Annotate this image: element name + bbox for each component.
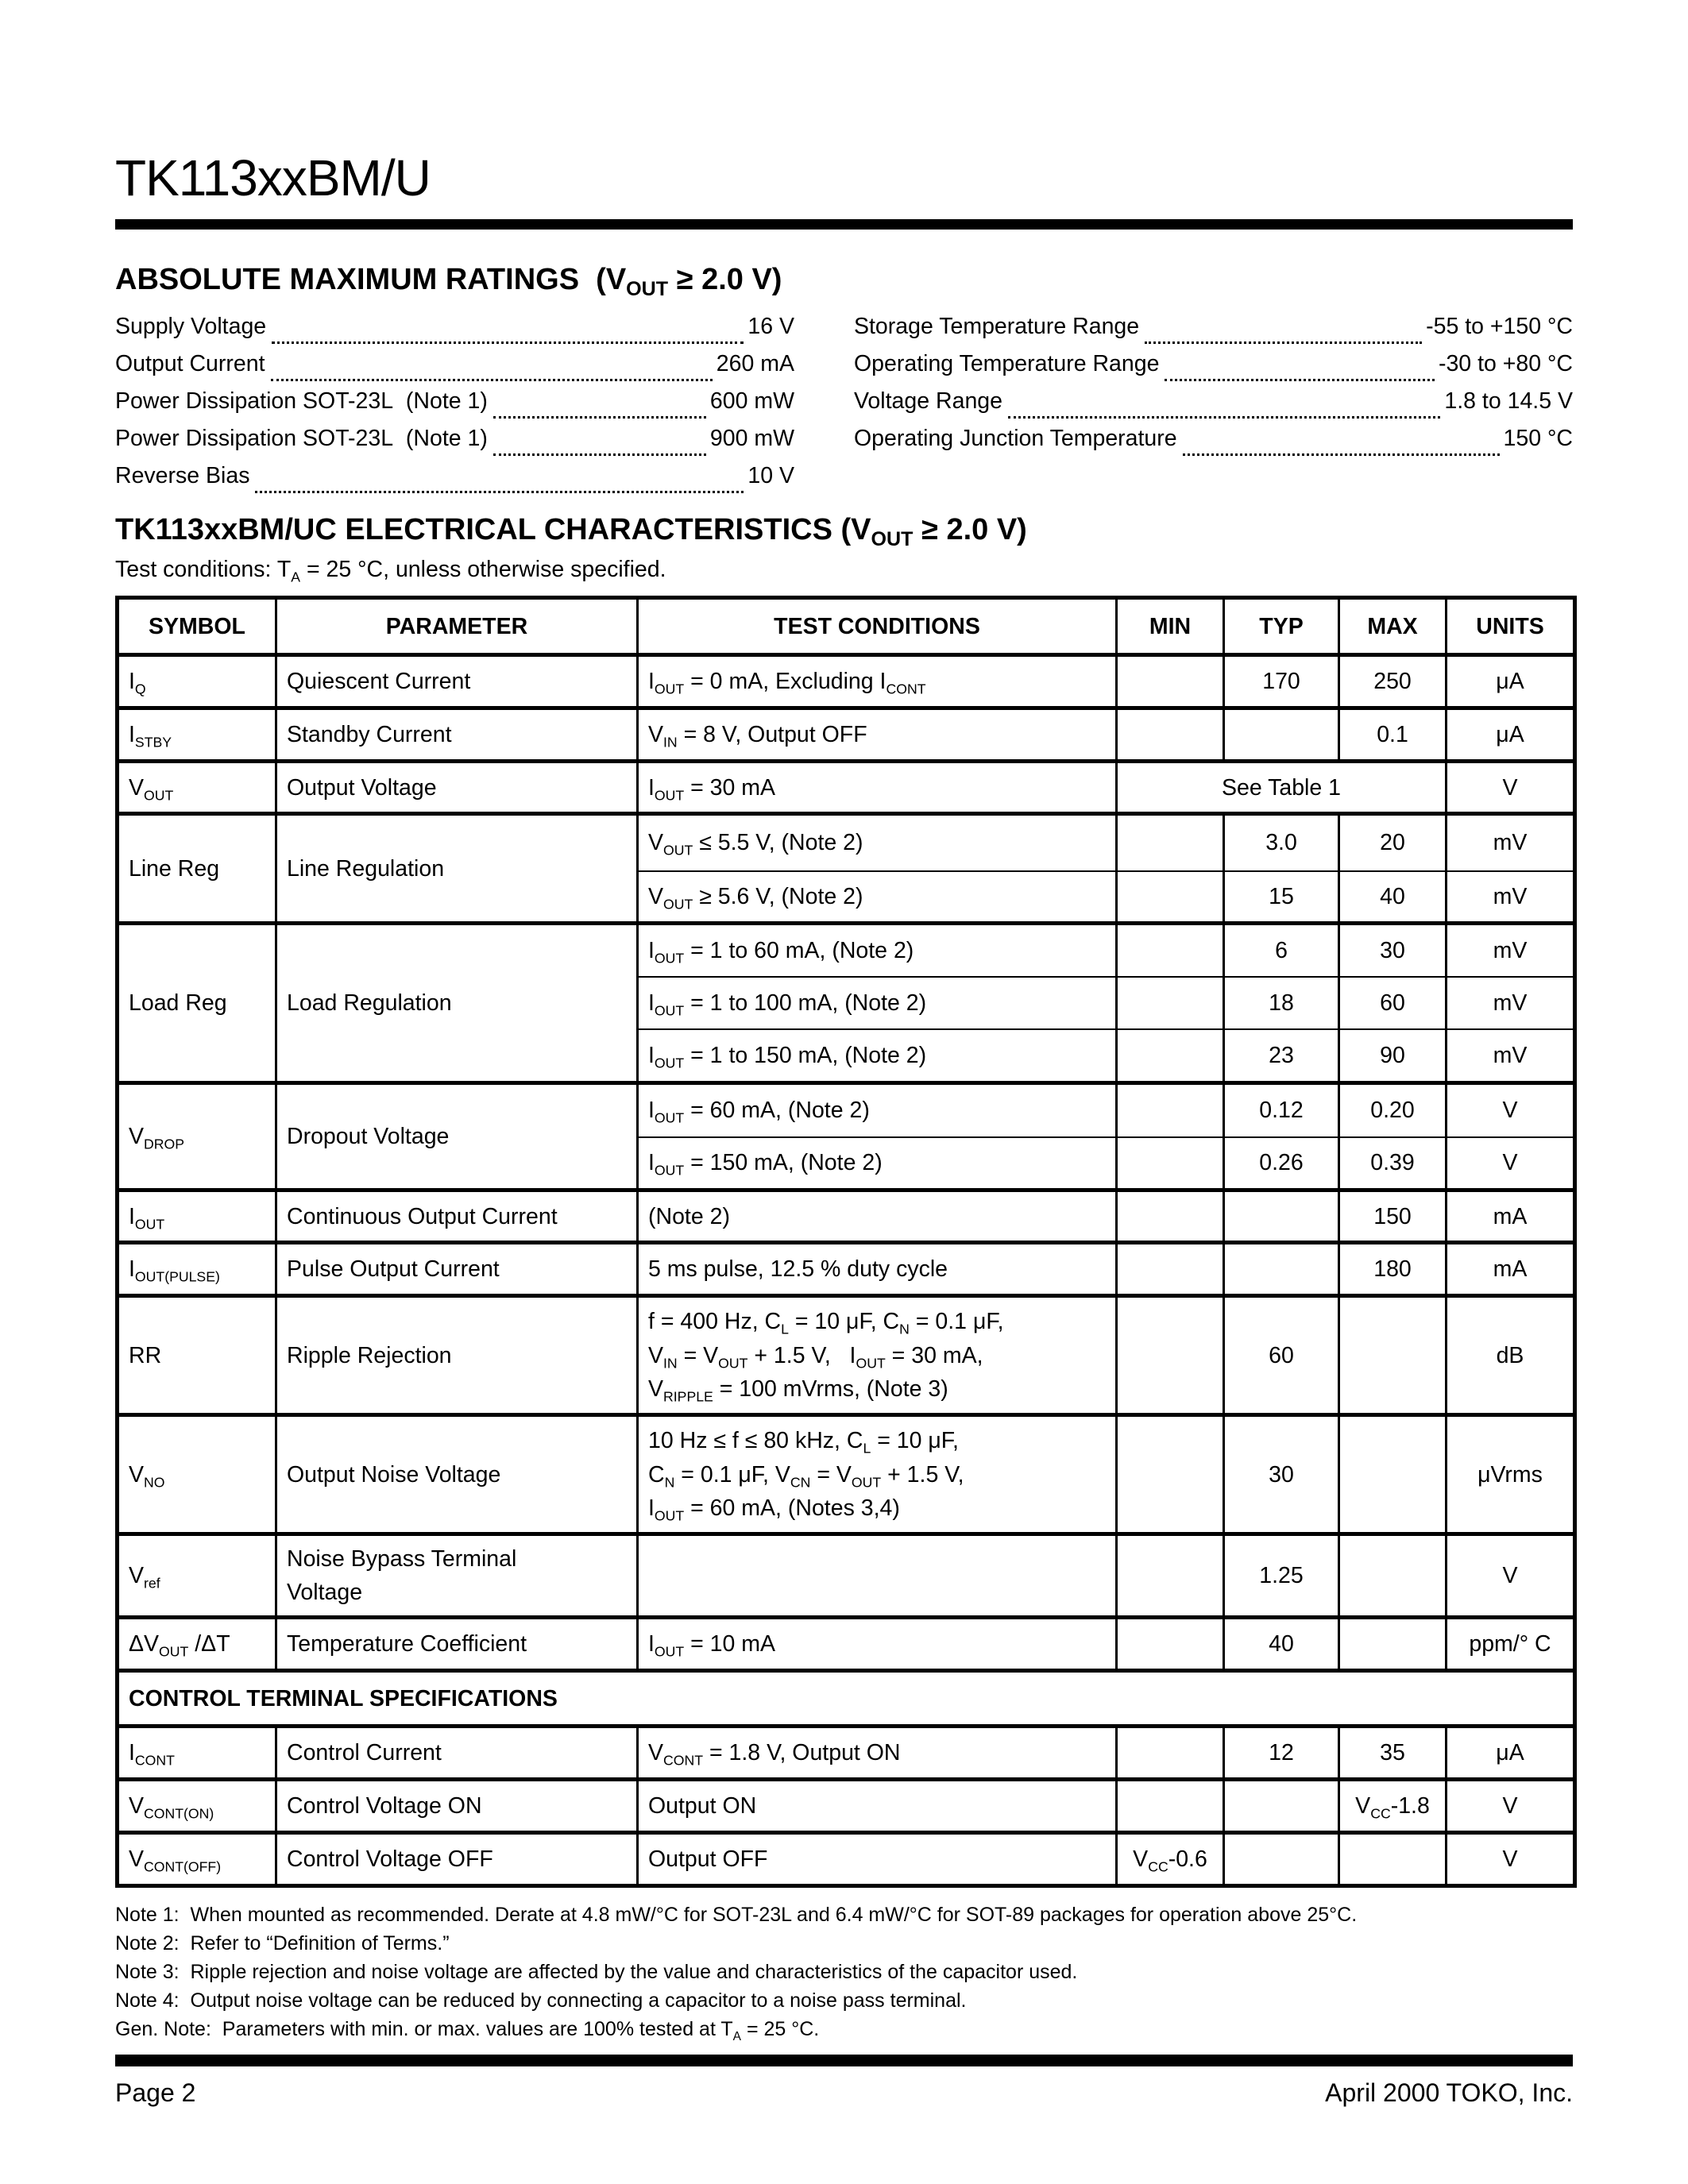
table-cell: $V_{OUT} \le 5.5$ V, (Note 2) — [638, 814, 1117, 871]
table-cell: mV — [1447, 1029, 1575, 1083]
table-cell: Dropout Voltage — [276, 1083, 638, 1190]
rating-value: 150 °C — [1503, 425, 1573, 451]
table-row — [118, 1727, 1575, 1780]
table-cell — [1117, 1618, 1224, 1671]
table-cell: $V_{CONT(OFF)}$ — [118, 1833, 276, 1886]
rating-label: Supply Voltage — [115, 313, 267, 339]
page-content — [115, 0, 1573, 2108]
table-cell — [638, 1534, 1117, 1618]
rating-label: Power Dissipation SOT-23L (Note 1) — [115, 425, 488, 451]
table-cell: $I_{OUT(PULSE)}$ — [118, 1243, 276, 1296]
table-cell: 3.0 — [1224, 814, 1339, 871]
rating-label: Operating Junction Temperature — [854, 425, 1177, 451]
table-cell: 12 — [1224, 1727, 1339, 1780]
table-cell: μA — [1447, 655, 1575, 708]
table-cell: V — [1447, 1137, 1575, 1190]
table-cell: 60 — [1224, 1296, 1339, 1415]
table-cell: μA — [1447, 708, 1575, 762]
title-rule — [115, 219, 1573, 230]
table-cell — [1117, 655, 1224, 708]
table-cell: Output OFF — [638, 1833, 1117, 1886]
table-row — [118, 1083, 1575, 1137]
footer-page-number: Page 2 — [115, 2078, 196, 2108]
table-cell — [1224, 1190, 1339, 1243]
rating-row — [854, 351, 1573, 388]
table-cell — [1117, 1083, 1224, 1137]
table-row — [118, 1190, 1575, 1243]
table-cell: Ripple Rejection — [276, 1296, 638, 1415]
dotted-leader — [255, 491, 744, 493]
column-header: PARAMETER — [276, 598, 638, 655]
table-cell — [1224, 1833, 1339, 1886]
column-header: MIN — [1117, 598, 1224, 655]
table-cell: $V_{OUT}$ — [118, 762, 276, 814]
table-cell — [1117, 1137, 1224, 1190]
table-cell — [1224, 1780, 1339, 1833]
table-row — [118, 708, 1575, 762]
table-cell — [1117, 1727, 1224, 1780]
table-cell: $I_Q$ — [118, 655, 276, 708]
abs-max-ratings-right-column — [854, 314, 1573, 500]
abs-max-ratings — [115, 314, 1573, 500]
table-row — [118, 762, 1575, 814]
table-row — [118, 924, 1575, 977]
table-cell — [1339, 1415, 1447, 1534]
table-cell — [1117, 708, 1224, 762]
rating-label: Storage Temperature Range — [854, 313, 1140, 339]
rating-row — [115, 388, 794, 426]
table-cell: Output Noise Voltage — [276, 1415, 638, 1534]
table-cell: 180 — [1339, 1243, 1447, 1296]
rating-label: Output Current — [115, 350, 265, 376]
table-cell: $V_{CC}-1.8$ — [1339, 1780, 1447, 1833]
table-cell — [1117, 977, 1224, 1029]
section-title-cell: CONTROL TERMINAL SPECIFICATIONS — [118, 1671, 1575, 1727]
table-cell: 150 — [1339, 1190, 1447, 1243]
table-cell: $I_{OUT} = 60$ mA, (Note 2) — [638, 1083, 1117, 1137]
table-cell: 0.26 — [1224, 1137, 1339, 1190]
table-cell: 15 — [1224, 871, 1339, 924]
rating-value: -55 to +150 °C — [1426, 313, 1573, 339]
rating-row — [115, 426, 794, 463]
table-cell: Output ON — [638, 1780, 1117, 1833]
table-cell — [1117, 924, 1224, 977]
table-cell: V — [1447, 762, 1575, 814]
table-cell: V — [1447, 1833, 1575, 1886]
test-conditions-line: Test conditions: $T_A = 25$ °C, unless otherwise specified. — [115, 557, 666, 586]
table-cell: $V_{OUT} \ge 5.6$ V, (Note 2) — [638, 871, 1117, 924]
table-cell: 40 — [1224, 1618, 1339, 1671]
rating-value: 10 V — [747, 462, 794, 488]
table-row — [118, 1243, 1575, 1296]
table-cell: Control Voltage ON — [276, 1780, 638, 1833]
table-cell: μA — [1447, 1727, 1575, 1780]
table-cell: Temperature Coefficient — [276, 1618, 638, 1671]
table-cell: $I_{OUT}$ — [118, 1190, 276, 1243]
electrical-characteristics-table — [115, 596, 1577, 1888]
table-cell: 90 — [1339, 1029, 1447, 1083]
table-row — [118, 814, 1575, 871]
table-cell: μVrms — [1447, 1415, 1575, 1534]
table-cell: f = 400 Hz, $C_L = 10$ μF, $C_N = 0.1$ μF, $V_{IN} = V_{OUT} + 1.5$ V, $I_{OUT} = 30$ mA, $V_{RIPPLE} = 100$ mVrms, (Note 3) — [638, 1296, 1117, 1415]
table-section-row — [118, 1671, 1575, 1727]
table-cell: Output Voltage — [276, 762, 638, 814]
table-cell: Noise Bypass Terminal Voltage — [276, 1534, 638, 1618]
rating-value: 260 mA — [716, 350, 794, 376]
table-cell: V — [1447, 1534, 1575, 1618]
table-cell — [1117, 1296, 1224, 1415]
table-cell — [1339, 1534, 1447, 1618]
table-cell: $I_{OUT} = 1$ to 100 mA, (Note 2) — [638, 977, 1117, 1029]
table-cell: 0.20 — [1339, 1083, 1447, 1137]
rating-row — [854, 426, 1573, 463]
note-line: Note 2: Refer to “Definition of Terms.” — [115, 1932, 450, 1955]
table-cell: 0.1 — [1339, 708, 1447, 762]
column-header: SYMBOL — [118, 598, 276, 655]
table-cell: Control Current — [276, 1727, 638, 1780]
column-header: MAX — [1339, 598, 1447, 655]
rating-row — [854, 388, 1573, 426]
table-cell: 0.39 — [1339, 1137, 1447, 1190]
table-cell: $V_{ref}$ — [118, 1534, 276, 1618]
table-row — [118, 1833, 1575, 1886]
table-cell: $I_{OUT} = 1$ to 150 mA, (Note 2) — [638, 1029, 1117, 1083]
table-cell: $I_{OUT} = 150$ mA, (Note 2) — [638, 1137, 1117, 1190]
table-cell: $V_{IN} = 8$ V, Output OFF — [638, 708, 1117, 762]
table-cell: Line Regulation — [276, 814, 638, 924]
notes-block — [115, 1900, 1573, 2043]
rating-value: 16 V — [747, 313, 794, 339]
dotted-leader — [1008, 416, 1440, 419]
table-cell: mV — [1447, 814, 1575, 871]
page-title: TK113xxBM/U — [115, 149, 431, 206]
dotted-leader — [1145, 341, 1422, 344]
table-cell — [1117, 1415, 1224, 1534]
table-cell — [1117, 1534, 1224, 1618]
rating-label: Voltage Range — [854, 388, 1002, 414]
table-cell: $\Delta V_{OUT}$ /ΔT — [118, 1618, 276, 1671]
table-cell — [1224, 1243, 1339, 1296]
table-cell: dB — [1447, 1296, 1575, 1415]
rating-row — [115, 463, 794, 500]
table-cell — [1117, 1243, 1224, 1296]
footer-company-date: April 2000 TOKO, Inc. — [1325, 2078, 1573, 2108]
table-cell: 30 — [1339, 924, 1447, 977]
page-footer — [115, 2078, 1573, 2108]
table-cell: 10 Hz ≤ f ≤ 80 kHz, $C_L = 10$ μF, $C_N = 0.1$ μF, $V_{CN} = V_{OUT} + 1.5$ V, $I_{OUT} = 60$ mA, (Notes 3,4) — [638, 1415, 1117, 1534]
table-cell: Load Regulation — [276, 924, 638, 1083]
rating-label: Reverse Bias — [115, 462, 250, 488]
table-row — [118, 655, 1575, 708]
table-cell — [1339, 1618, 1447, 1671]
table-cell: Line Reg — [118, 814, 276, 924]
table-cell: $V_{CC}-0.6$ — [1117, 1833, 1224, 1886]
table-cell: $I_{CONT}$ — [118, 1727, 276, 1780]
table-cell: mA — [1447, 1190, 1575, 1243]
rating-row — [115, 351, 794, 388]
table-cell: $I_{STBY}$ — [118, 708, 276, 762]
table-cell: $V_{CONT} = 1.8$ V, Output ON — [638, 1727, 1117, 1780]
table-cell: $I_{OUT} = 10$ mA — [638, 1618, 1117, 1671]
table-cell: Quiescent Current — [276, 655, 638, 708]
table-cell: ppm/° C — [1447, 1618, 1575, 1671]
table-row — [118, 1780, 1575, 1833]
note-line: Note 4: Output noise voltage can be reduced by connecting a capacitor to a noise pass terminal. — [115, 1989, 967, 2012]
table-cell — [1339, 1296, 1447, 1415]
table-cell: 30 — [1224, 1415, 1339, 1534]
rating-value: 600 mW — [709, 388, 794, 414]
rating-row — [854, 314, 1573, 351]
rating-label: Operating Temperature Range — [854, 350, 1160, 376]
dotted-leader — [493, 416, 706, 419]
abs-max-ratings-left-column — [115, 314, 794, 500]
table-cell: mV — [1447, 871, 1575, 924]
dotted-leader — [493, 453, 706, 456]
table-cell — [1117, 1190, 1224, 1243]
table-cell: $I_{OUT} = 1$ to 60 mA, (Note 2) — [638, 924, 1117, 977]
table-cell: 250 — [1339, 655, 1447, 708]
table-cell: 20 — [1339, 814, 1447, 871]
table-cell: $I_{OUT} = 0$ mA, Excluding $I_{CONT}$ — [638, 655, 1117, 708]
table-cell: Load Reg — [118, 924, 276, 1083]
abs-max-heading: ABSOLUTE MAXIMUM RATINGS ($V_{OUT} \ge 2.0$ V) — [115, 263, 782, 301]
rating-value: 900 mW — [709, 425, 794, 451]
table-cell: V — [1447, 1780, 1575, 1833]
rating-value: 1.8 to 14.5 V — [1444, 388, 1573, 414]
table-cell: 6 — [1224, 924, 1339, 977]
table-cell: $V_{CONT(ON)}$ — [118, 1780, 276, 1833]
table-cell: mA — [1447, 1243, 1575, 1296]
table-cell: mV — [1447, 977, 1575, 1029]
column-header: TEST CONDITIONS — [638, 598, 1117, 655]
table-cell — [1117, 871, 1224, 924]
note-line: Gen. Note: Parameters with min. or max. values are 100% tested at $T_A = 25$ °C. — [115, 2018, 820, 2044]
rating-row — [115, 314, 794, 351]
table-cell: 18 — [1224, 977, 1339, 1029]
table-row — [118, 1296, 1575, 1415]
note-line: Note 3: Ripple rejection and noise voltage are affected by the value and characteristics of the capacitor used. — [115, 1961, 1078, 1984]
table-cell: 23 — [1224, 1029, 1339, 1083]
table-header-row — [118, 598, 1575, 655]
table-cell: 170 — [1224, 655, 1339, 708]
table-cell: Continuous Output Current — [276, 1190, 638, 1243]
table-cell — [1117, 1029, 1224, 1083]
table-row — [118, 1534, 1575, 1618]
column-header: UNITS — [1447, 598, 1575, 655]
table-cell: 40 — [1339, 871, 1447, 924]
table-cell — [1339, 1833, 1447, 1886]
table-cell: 60 — [1339, 977, 1447, 1029]
table-row — [118, 1415, 1575, 1534]
table-cell: Standby Current — [276, 708, 638, 762]
table-cell: $V_{DROP}$ — [118, 1083, 276, 1190]
table-cell: $I_{OUT} = 30$ mA — [638, 762, 1117, 814]
table-cell: See Table 1 — [1117, 762, 1447, 814]
table-cell: (Note 2) — [638, 1190, 1117, 1243]
table-cell: V — [1447, 1083, 1575, 1137]
note-line: Note 1: When mounted as recommended. Derate at 4.8 mW/°C for SOT-23L and 6.4 mW/°C for SOT-89 packages for operation above 25°C. — [115, 1904, 1358, 1927]
table-cell: 5 ms pulse, 12.5 % duty cycle — [638, 1243, 1117, 1296]
table-cell: mV — [1447, 924, 1575, 977]
table-cell: 35 — [1339, 1727, 1447, 1780]
rating-label: Power Dissipation SOT-23L (Note 1) — [115, 388, 488, 414]
footer-rule — [115, 2055, 1573, 2066]
table-cell: RR — [118, 1296, 276, 1415]
table-cell: 1.25 — [1224, 1534, 1339, 1618]
table-cell — [1117, 1780, 1224, 1833]
table-cell: Control Voltage OFF — [276, 1833, 638, 1886]
table-cell — [1224, 708, 1339, 762]
table-cell: $V_{NO}$ — [118, 1415, 276, 1534]
column-header: TYP — [1224, 598, 1339, 655]
dotted-leader — [1183, 453, 1500, 456]
table-cell: Pulse Output Current — [276, 1243, 638, 1296]
dotted-leader — [1165, 379, 1434, 381]
table-row — [118, 1618, 1575, 1671]
dotted-leader — [272, 341, 744, 344]
elec-char-heading: TK113xxBM/UC ELECTRICAL CHARACTERISTICS ($V_{OUT} \ge 2.0$ V) — [115, 512, 1027, 550]
rating-value: -30 to +80 °C — [1438, 350, 1573, 376]
table-cell — [1117, 814, 1224, 871]
table-cell: 0.12 — [1224, 1083, 1339, 1137]
dotted-leader — [271, 379, 713, 381]
